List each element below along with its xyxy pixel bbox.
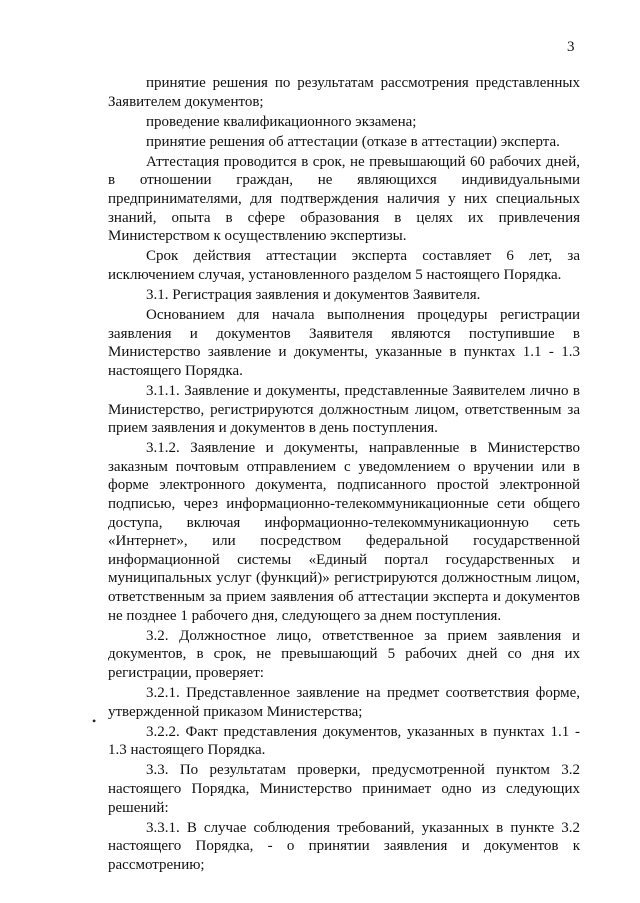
paragraph: 3.3. По результатам проверки, предусмотренной пунктом 3.2 настоящего Порядка, Министерство принимает одно из следующих решений: (108, 762, 580, 816)
paragraph: проведение квалификационного экзамена; (146, 113, 417, 130)
document-body (108, 74, 580, 874)
paragraph: 3.1.2. Заявление и документы, направленные в Министерство заказным почтовым отправлением с уведомлением о вручении или в форме электронного документа, подписанного простой электронной подписью, через информационно-телекоммуникационные сети общего доступа, включая информационно-телекоммуникационную сеть «Интернет», или посредством федеральной государственной информационной системы «Единый портал государственных и муниципальных услуг (функций)» регистрируются должностным лицом, ответственным за прием заявления об аттестации эксперта и документов не позднее 1 рабочего дня, следующего за днем поступления. (108, 440, 580, 624)
paragraph: 3.2.2. Факт представления документов, указанных в пунктах 1.1 - 1.3 настоящего Порядка. (108, 723, 580, 759)
paragraph: Аттестация проводится в срок, не превышающий 60 рабочих дней, в отношении граждан, не являющихся индивидуальными предпринимателями, для подтверждения наличия у них специальных знаний, опыта в сфере образования в целях их привлечения Министерством к осуществлению экспертизы. (108, 153, 580, 245)
paragraph: 3.1.1. Заявление и документы, представленные Заявителем лично в Министерство, регистрируются должностным лицом, ответственным за прием заявления и документов в день поступления. (108, 383, 580, 437)
paragraph: принятие решения об аттестации (отказе в аттестации) эксперта. (146, 133, 560, 150)
page-number: 3 (567, 39, 575, 55)
paragraph: Основанием для начала выполнения процедуры регистрации заявления и документов Заявителя являются поступившие в Министерство заявление и документы, указанные в пунктах 1.1 - 1.3 настоящего Порядка. (108, 307, 580, 379)
paragraph: 3.3.1. В случае соблюдения требований, указанных в пункте 3.2 настоящего Порядка, - о принятии заявления и документов к рассмотрению; (108, 819, 580, 873)
margin-mark: • (92, 714, 97, 728)
paragraph: 3.2. Должностное лицо, ответственное за прием заявления и документов, в срок, не превышающий 5 рабочих дней со дня их регистрации, проверяет: (108, 627, 580, 681)
section-heading: 3.1. Регистрация заявления и документов Заявителя. (146, 287, 481, 304)
paragraph: 3.2.1. Представленное заявление на предмет соответствия форме, утвержденной приказом Министерства; (108, 685, 580, 720)
paragraph: принятие решения по результатам рассмотрения представленных Заявителем документов; (108, 75, 580, 110)
paragraph: Срок действия аттестации эксперта составляет 6 лет, за исключением случая, установленного разделом 5 настоящего Порядка. (108, 248, 580, 283)
